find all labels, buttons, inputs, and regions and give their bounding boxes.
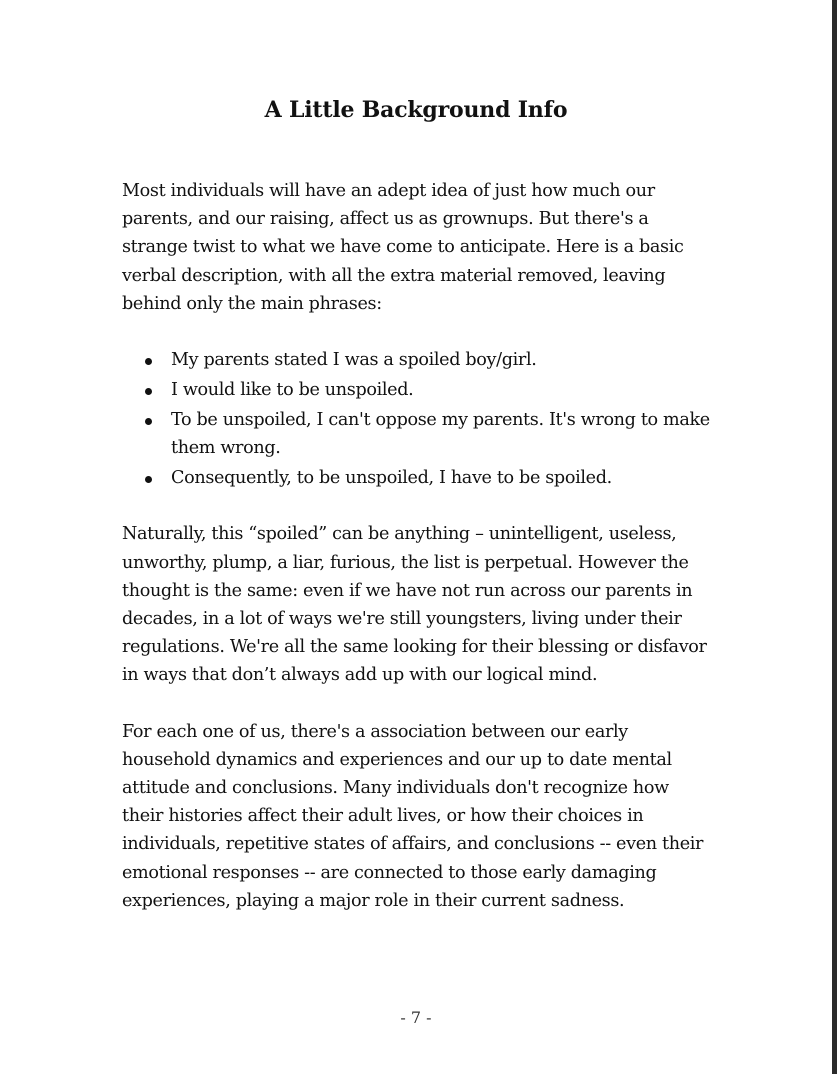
body-text bbox=[122, 177, 712, 943]
bullet-icon bbox=[145, 388, 152, 395]
list-item-text: To be unspoiled, I can't oppose my parents. It's wrong to make them wrong. bbox=[171, 410, 710, 459]
bullet-icon bbox=[145, 358, 152, 365]
list-item bbox=[171, 376, 712, 404]
bullet-icon bbox=[145, 476, 152, 483]
list-item-text: Consequently, to be unspoiled, I have to be spoiled. bbox=[171, 468, 612, 489]
bullet-icon bbox=[145, 418, 152, 425]
page-edge bbox=[832, 0, 837, 1074]
paragraph-intro: Most individuals will have an adept idea of just how much our parents, and our raising, affect us as grownups. But there's a strange twist to what we have come to anticipate. Here is a basic verbal description, with all the extra material removed, leaving behind only the main phrases: bbox=[122, 181, 684, 314]
paragraph-spoiled: Naturally, this “spoiled” can be anything – unintelligent, useless, unworthy, plump, a liar, furious, the list is perpetual. However the thought is the same: even if we have not run across our parents in decades, in a lot of ways we're still youngsters, living under their regulations. We're all the same looking for their blessing or disfavor in ways that don’t always add up with our logical mind. bbox=[122, 524, 707, 686]
list-item bbox=[171, 346, 712, 374]
paragraph-association: For each one of us, there's a association between our early household dynamics and experiences and our up to date mental attitude and conclusions. Many individuals don't recognize how their histories affect their adult lives, or how their choices in individuals, repetitive states of affairs, and conclusions -- even their emotional responses -- are connected to those early damaging experiences, playing a major role in their current sadness. bbox=[122, 721, 704, 911]
bullet-list bbox=[122, 346, 712, 492]
list-item-text: I would like to be unspoiled. bbox=[171, 380, 414, 401]
page-number: - 7 - bbox=[400, 1008, 432, 1027]
list-item-text: My parents stated I was a spoiled boy/girl. bbox=[171, 350, 537, 371]
list-item bbox=[171, 406, 712, 462]
page-title: A Little Background Info bbox=[264, 97, 568, 123]
list-item bbox=[171, 464, 712, 492]
